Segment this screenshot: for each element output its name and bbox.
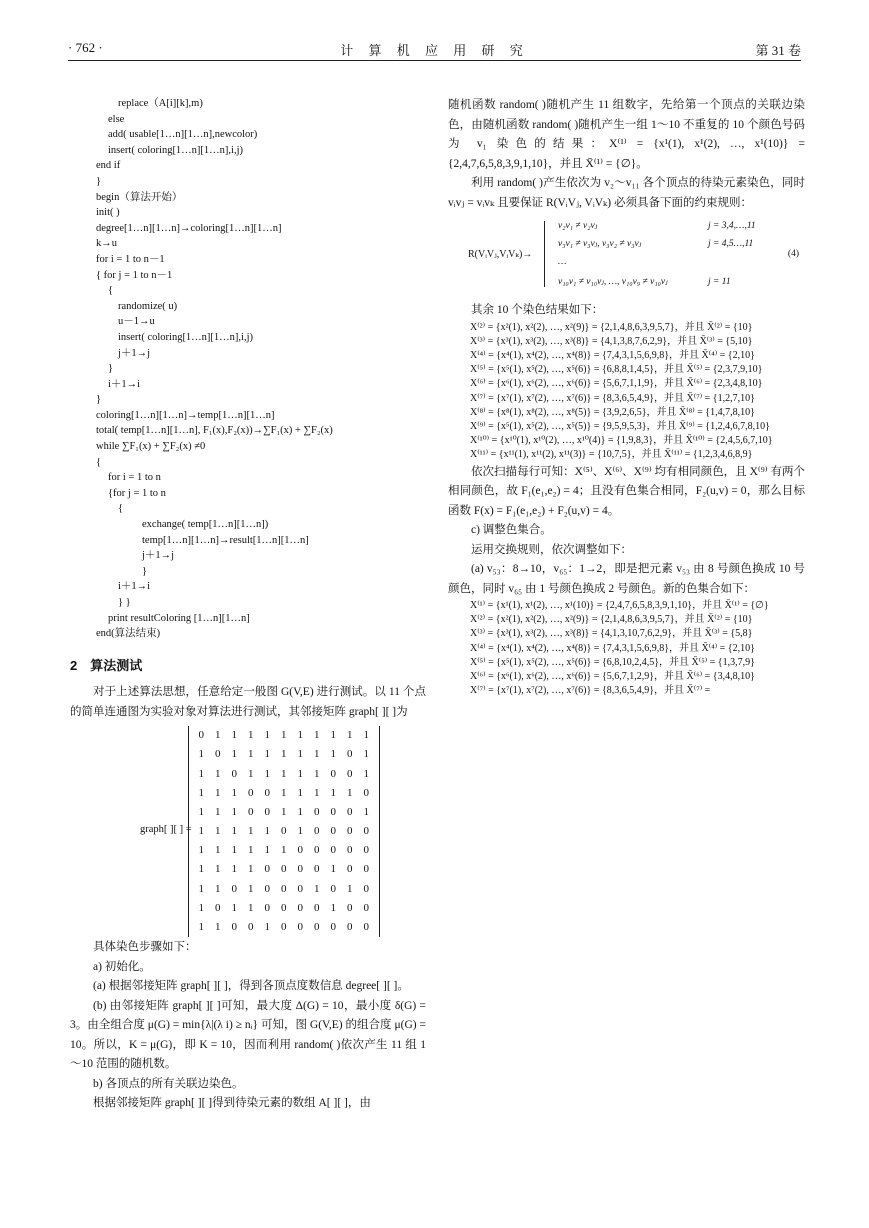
code-line: {for j = 1 to n	[108, 487, 166, 499]
matrix-cell: 1	[347, 786, 353, 799]
matrix-cell: 1	[198, 825, 204, 838]
matrix-cell: 1	[248, 825, 254, 838]
matrix-cell: 1	[297, 786, 303, 799]
matrix-cell: 1	[363, 748, 369, 761]
code-line: {	[108, 285, 114, 297]
matrix-cell: 0	[330, 844, 336, 857]
matrix-cell: 0	[264, 882, 270, 895]
paragraph-exchange: 运用交换规则，依次调整如下：	[471, 543, 632, 556]
matrix-cell: 0	[215, 901, 221, 914]
matrix-cell: 0	[347, 805, 353, 818]
matrix-cell: 1	[281, 844, 287, 857]
matrix-cell: 1	[297, 748, 303, 761]
pseudocode-block	[96, 96, 426, 642]
matrix-cell: 1	[330, 786, 336, 799]
result-equation: X⁽⁹⁾ = {x⁵(1), x⁵(2), …, x⁵(5)} = {9,5,9,5,3}，并且 X̄⁽⁹⁾ = {1,2,4,6,7,8,10}	[470, 420, 770, 432]
code-line: i＋1→i	[118, 581, 151, 593]
matrix-cell: 1	[215, 844, 221, 857]
matrix-cell: 1	[297, 805, 303, 818]
matrix-cell: 1	[198, 748, 204, 761]
matrix-cell: 0	[297, 882, 303, 895]
result-equation: X⁽⁶⁾ = {x⁶(1), x⁶(2), …, x⁶(6)} = {5,6,7,1,1,9}，并且 X̄⁽⁶⁾ = {2,3,4,8,10}	[470, 378, 763, 390]
paragraph-random: 随机函数 random( )随机产生 11 组数字，先给第一个顶点的关联边染色，由随机函数 random( )随机产生一组 1～10 不重复的 10 个颜色号码为 v₁ 染色的结果：X⁽¹⁾ = {x¹(1), x¹(2), …, x¹(10)} = {2,4,7,6,5,8,3,9,1,10}，并且 X̄⁽¹⁾ = {∅}。	[448, 99, 805, 170]
matrix-cell: 0	[281, 825, 287, 838]
code-line: { for j = 1 to n－1	[96, 269, 173, 281]
code-line: }	[96, 394, 102, 406]
matrix-cell: 0	[264, 805, 270, 818]
matrix-cell: 1	[215, 825, 221, 838]
matrix-row	[193, 899, 375, 918]
result-equation: X⁽⁷⁾ = {x⁷(1), x⁷(2), …, x⁷(6)} = {8,3,6,5,4,9}，并且 X̄⁽⁷⁾ =	[470, 685, 711, 697]
code-line: else	[108, 113, 125, 125]
matrix-cell: 1	[314, 786, 320, 799]
paragraph-max-degree: (b) 由邻接矩阵 graph[ ][ ]可知，最大度 Δ(G) = 10，最小度 δ(G) = 3。由全组合度 μ(G) = min{λ|(λ i) ≥ nᵢ} 可知，图 G(V,E) 的组合度 μ(G) = 10。所以，K = μ(G)，即 K = 10，因而利用 random( )依次产生 11 组 1～10 范围的随机数。	[70, 999, 426, 1071]
matrix-row	[193, 918, 375, 937]
result-equation: X⁽¹¹⁾ = {x¹¹(1), x¹¹(2), x¹¹(3)} = {10,7,5}，并且 X̄⁽¹¹⁾ = {1,2,3,4,6,8,9}	[470, 449, 753, 461]
adjusted-coloring-results	[448, 599, 805, 698]
matrix-cell: 0	[330, 825, 336, 838]
constraint-rule: v₁₀v₁ ≠ v₁₀vⱼ, …, v₁₀v₉ ≠ v₁₀vⱼ	[558, 277, 668, 287]
matrix-cell: 0	[347, 767, 353, 780]
constraint-range: j = 4,5…,11	[708, 239, 754, 249]
matrix-cell: 1	[198, 863, 204, 876]
code-line: end(算法结束)	[96, 628, 161, 640]
matrix-cell: 1	[215, 921, 221, 934]
matrix-cell: 0	[198, 729, 204, 742]
matrix-cell: 1	[215, 786, 221, 799]
matrix-row	[193, 765, 375, 784]
matrix-cell: 0	[363, 901, 369, 914]
matrix-cell: 0	[248, 921, 254, 934]
matrix-cell: 0	[363, 786, 369, 799]
matrix-cell: 0	[281, 921, 287, 934]
matrix-cell: 1	[198, 921, 204, 934]
matrix-cell: 1	[314, 729, 320, 742]
matrix-cell: 1	[215, 882, 221, 895]
matrix-cell: 0	[314, 825, 320, 838]
matrix-cell: 1	[231, 901, 237, 914]
paragraph-degree: (a) 根据邻接矩阵 graph[ ][ ]，得到各顶点度数信息 degree[ ][ ]。	[93, 980, 409, 993]
result-equation: X⁽⁵⁾ = {x⁵(1), x⁵(2), …, x⁵(6)} = {6,8,8,1,4,5}，并且 X̄⁽⁵⁾ = {2,3,7,9,10}	[470, 364, 763, 376]
matrix-cell: 1	[198, 882, 204, 895]
result-equation: X⁽⁷⁾ = {x⁷(1), x⁷(2), …, x⁷(6)} = {8,3,6,5,4,9}，并且 X̄⁽⁷⁾ = {1,2,7,10}	[470, 392, 755, 404]
matrix-cell: 1	[231, 844, 237, 857]
paragraph-adjust: c) 调整色集合。	[471, 524, 552, 537]
code-line: total( temp[1…n][1…n], F₁(x),F₂(x))→∑F₁(x) + ∑F₂(x)	[96, 425, 333, 437]
code-line: begin（算法开始）	[96, 191, 183, 203]
page-header	[68, 38, 801, 61]
matrix-cell: 0	[347, 844, 353, 857]
matrix-cell: 1	[264, 825, 270, 838]
paragraph-init: a) 初始化。	[93, 960, 151, 973]
result-equation: X⁽⁵⁾ = {x⁵(1), x⁵(2), …, x⁵(6)} = {6,8,10,2,4,5}，并且 X̄⁽⁵⁾ = {1,3,7,9}	[470, 656, 755, 668]
code-line: j＋1→j	[142, 550, 175, 562]
matrix-cell: 1	[330, 901, 336, 914]
code-line: coloring[1…n][1…n]→temp[1…n][1…n]	[96, 409, 275, 421]
matrix-cell: 0	[314, 844, 320, 857]
matrix-row	[193, 784, 375, 803]
matrix-cell: 0	[363, 844, 369, 857]
paragraph-scan: 依次扫描每行可知：X⁽⁵⁾、X⁽⁶⁾、X⁽⁹⁾ 均有相同颜色，且 X⁽⁹⁾ 有两个相同颜色，故 F₁(e₁,e₂) = 4；且没有色集合相同，F₂(u,v) = 0，那么目标函数 F(x) = F₁(e₁,e₂) + F₂(u,v) = 4。	[448, 465, 805, 517]
constraint-rule: v₃v₁ ≠ v₃vⱼ, v₃v₂ ≠ v₃vⱼ	[558, 239, 642, 249]
matrix-cell: 0	[330, 767, 336, 780]
paragraph-intro: 对于上述算法思想，任意给定一般图 G(V,E) 进行测试。以 11 个点的简单连通图为实验对象对算法进行测试，其邻接矩阵 graph[ ][ ]为	[70, 686, 426, 718]
code-line: print resultColoring [1…n][1…n]	[108, 612, 250, 624]
matrix-cell: 1	[347, 729, 353, 742]
matrix-cell: 0	[297, 863, 303, 876]
matrix-cell: 0	[363, 882, 369, 895]
matrix-cell: 0	[314, 901, 320, 914]
matrix-cell: 0	[347, 921, 353, 934]
result-equation: X⁽³⁾ = {x³(1), x³(2), …, x³(8)} = {4,1,3,10,7,6,2,9}，并且 X̄⁽³⁾ = {5,8}	[470, 628, 753, 640]
matrix-cell: 1	[330, 729, 336, 742]
code-line: init( )	[96, 207, 120, 219]
matrix-cell: 0	[347, 863, 353, 876]
code-line: k→u	[96, 238, 117, 250]
matrix-cell: 1	[330, 748, 336, 761]
adjacency-matrix	[188, 726, 380, 937]
matrix-cell: 0	[330, 882, 336, 895]
matrix-cell: 0	[264, 786, 270, 799]
matrix-cell: 1	[198, 805, 204, 818]
constraint-range: j = 11	[708, 277, 731, 287]
matrix-cell: 0	[314, 805, 320, 818]
matrix-row	[193, 746, 375, 765]
constraint-lhs: R(VᵢVⱼ,VᵢVₖ)→	[468, 249, 533, 260]
adjacency-matrix-figure	[70, 726, 426, 938]
matrix-cell: 0	[231, 882, 237, 895]
matrix-cell: 1	[248, 863, 254, 876]
journal-title: 计 算 机 应 用 研 究	[340, 43, 529, 58]
matrix-cell: 1	[363, 805, 369, 818]
result-equation: X⁽⁴⁾ = {x⁴(1), x⁴(2), …, x⁴(8)} = {7,4,3,1,5,6,9,8}，并且 X̄⁽⁴⁾ = {2,10}	[470, 349, 755, 361]
code-line: insert( coloring[1…n][1…n],i,j)	[118, 331, 254, 343]
paragraph-constraint-intro: 利用 random( )产生依次为 v₂～v₁₁ 各个顶点的待染元素染色，同时 vᵢvⱼ = vᵢvₖ 且要保证 R(VᵢVⱼ, VᵢVₖ) 必须具备下面的约束规则：	[448, 177, 805, 209]
matrix-row	[193, 842, 375, 861]
result-equation: X⁽⁶⁾ = {x⁶(1), x⁶(2), …, x⁶(6)} = {5,6,7,1,2,9}，并且 X̄⁽⁶⁾ = {3,4,8,10}	[470, 671, 755, 683]
matrix-cell: 1	[264, 921, 270, 934]
matrix-cell: 0	[297, 901, 303, 914]
matrix-row	[193, 803, 375, 822]
result-equation: X⁽²⁾ = {x²(1), x²(2), …, x²(9)} = {2,1,4,8,6,3,9,5,7}，并且 X̄⁽²⁾ = {10}	[470, 614, 753, 626]
matrix-cell: 1	[248, 882, 254, 895]
matrix-cell: 1	[198, 844, 204, 857]
volume-label: 第 31 卷	[755, 43, 801, 58]
matrix-cell: 0	[215, 748, 221, 761]
matrix-cell: 0	[314, 863, 320, 876]
matrix-cell: 0	[363, 863, 369, 876]
constraint-brace	[544, 221, 551, 287]
matrix-row	[193, 822, 375, 841]
matrix-cell: 1	[231, 786, 237, 799]
section-heading: 2 算法测试	[70, 657, 143, 673]
paragraph-edge-coloring: b) 各顶点的所有关联边染色。	[93, 1077, 244, 1090]
matrix-cell: 1	[198, 901, 204, 914]
constraint-range: j = 3,4,…,11	[708, 221, 756, 231]
result-equation: X⁽¹⁰⁾ = {x¹⁰(1), x¹⁰(2), …, x¹⁰(4)} = {1,9,8,3}，并且 X̄⁽¹⁰⁾ = {2,4,5,6,7,10}	[470, 435, 773, 447]
matrix-cell: 1	[281, 786, 287, 799]
matrix-cell: 1	[248, 767, 254, 780]
matrix-cell: 1	[248, 901, 254, 914]
matrix-row	[193, 726, 375, 745]
paragraph-steps: 具体染色步骤如下：	[93, 941, 197, 954]
matrix-cell: 1	[215, 767, 221, 780]
code-line: }	[108, 363, 114, 375]
paragraph-results-intro: 其余 10 个染色结果如下：	[471, 304, 604, 316]
matrix-cell: 1	[314, 748, 320, 761]
matrix-cell: 1	[281, 767, 287, 780]
matrix-cell: 1	[231, 729, 237, 742]
matrix-cell: 1	[231, 825, 237, 838]
matrix-cell: 1	[248, 748, 254, 761]
matrix-cell: 1	[198, 786, 204, 799]
code-line: randomize( u)	[118, 300, 178, 312]
paragraph-exchange-detail: (a) v₅₃：8→10，v₆₅：1→2，即是把元素 v₅₃ 由 8 号颜色换成 10 号颜色，同时 v₆₅ 由 1 号颜色换成 2 号颜色。新的色集合如下：	[448, 563, 805, 595]
constraint-equation	[448, 217, 805, 295]
code-line: end if	[96, 160, 121, 172]
code-line: add( usable[1…n][1…n],newcolor)	[108, 129, 258, 141]
matrix-cell: 1	[264, 729, 270, 742]
code-line: j＋1→j	[118, 347, 151, 359]
code-line: for i = 1 to n	[108, 472, 161, 484]
matrix-cell: 0	[264, 901, 270, 914]
matrix-cell: 1	[248, 729, 254, 742]
matrix-cell: 0	[347, 825, 353, 838]
code-line: } }	[118, 597, 131, 608]
matrix-cell: 0	[330, 921, 336, 934]
matrix-cell: 0	[347, 901, 353, 914]
code-line: while ∑F₁(x) + ∑F₂(x) ≠0	[96, 441, 206, 453]
code-line: }	[96, 175, 102, 187]
result-equation: X⁽²⁾ = {x²(1), x²(2), …, x²(9)} = {2,1,4,8,6,3,9,5,7}，并且 X̄⁽²⁾ = {10}	[470, 321, 753, 333]
matrix-cell: 1	[264, 748, 270, 761]
matrix-cell: 1	[281, 729, 287, 742]
result-equation: X⁽³⁾ = {x³(1), x³(2), …, x³(8)} = {4,1,3,8,7,6,2,9}，并且 X̄⁽³⁾ = {5,10}	[470, 335, 753, 347]
matrix-cell: 0	[297, 844, 303, 857]
code-line: u－1→u	[118, 316, 155, 328]
matrix-cell: 1	[281, 805, 287, 818]
constraint-rule: …	[558, 257, 567, 267]
matrix-cell: 1	[347, 882, 353, 895]
code-line: for i = 1 to n－1	[96, 253, 165, 265]
matrix-cell: 0	[314, 921, 320, 934]
matrix-cell: 1	[215, 805, 221, 818]
matrix-cell: 1	[215, 863, 221, 876]
matrix-cell: 1	[231, 748, 237, 761]
matrix-cell: 1	[264, 767, 270, 780]
matrix-row	[193, 880, 375, 899]
matrix-cell: 0	[264, 863, 270, 876]
matrix-cell: 1	[215, 729, 221, 742]
matrix-cell: 1	[297, 825, 303, 838]
code-line: i＋1→i	[108, 378, 141, 390]
matrix-cell: 0	[281, 901, 287, 914]
matrix-cell: 1	[330, 863, 336, 876]
matrix-cell: 0	[363, 921, 369, 934]
matrix-cell: 0	[347, 748, 353, 761]
code-line: exchange( temp[1…n][1…n])	[142, 519, 269, 531]
result-equation: X⁽¹⁾ = {x¹(1), x¹(2), …, x¹(10)} = {2,4,7,6,5,8,3,9,1,10}，并且 X̄⁽¹⁾ = {∅}	[470, 600, 769, 612]
matrix-cell: 0	[363, 825, 369, 838]
code-line: degree[1…n][1…n]→coloring[1…n][1…n]	[96, 222, 282, 234]
matrix-cell: 1	[264, 844, 270, 857]
matrix-cell: 1	[297, 767, 303, 780]
matrix-cell: 1	[363, 729, 369, 742]
matrix-cell: 1	[314, 882, 320, 895]
matrix-cell: 1	[363, 767, 369, 780]
matrix-cell: 1	[248, 844, 254, 857]
code-line: insert( coloring[1…n][1…n],i,j)	[108, 144, 244, 156]
code-line: }	[142, 565, 148, 577]
matrix-cell: 0	[330, 805, 336, 818]
code-line: {	[118, 503, 124, 515]
equation-number: (4)	[787, 249, 799, 259]
page-number: · 762 ·	[68, 40, 103, 55]
code-line: {	[96, 456, 102, 468]
matrix-cell: 0	[231, 921, 237, 934]
matrix-cell: 1	[297, 729, 303, 742]
code-line: temp[1…n][1…n]→result[1…n][1…n]	[142, 534, 309, 546]
matrix-cell: 1	[198, 767, 204, 780]
right-column	[448, 96, 805, 698]
matrix-cell: 1	[281, 748, 287, 761]
code-line: replace（A[i][k],m)	[118, 98, 203, 109]
matrix-cell: 1	[231, 863, 237, 876]
matrix-cell: 0	[248, 805, 254, 818]
paragraph-array: 根据邻接矩阵 graph[ ][ ]得到待染元素的数组 A[ ][ ]，由	[93, 1097, 371, 1110]
matrix-cell: 0	[297, 921, 303, 934]
matrix-cell: 0	[231, 767, 237, 780]
matrix-cell: 1	[231, 805, 237, 818]
matrix-cell: 0	[281, 882, 287, 895]
result-equation: X⁽⁴⁾ = {x⁴(1), x⁴(2), …, x⁴(8)} = {7,4,3,1,5,6,9,8}，并且 X̄⁽⁴⁾ = {2,10}	[470, 642, 755, 654]
matrix-row	[193, 861, 375, 880]
result-equation: X⁽⁸⁾ = {x⁸(1), x⁸(2), …, x⁸(5)} = {3,9,2,6,5}，并且 X̄⁽⁸⁾ = {1,4,7,8,10}	[470, 406, 755, 418]
matrix-label: graph[ ][ ] =	[140, 824, 192, 836]
coloring-results	[448, 321, 805, 463]
matrix-cell: 0	[248, 786, 254, 799]
constraint-rule: v₂v₁ ≠ v₂vⱼ	[558, 221, 598, 231]
matrix-cell: 1	[314, 767, 320, 780]
left-column	[70, 96, 426, 1114]
matrix-cell: 0	[281, 863, 287, 876]
